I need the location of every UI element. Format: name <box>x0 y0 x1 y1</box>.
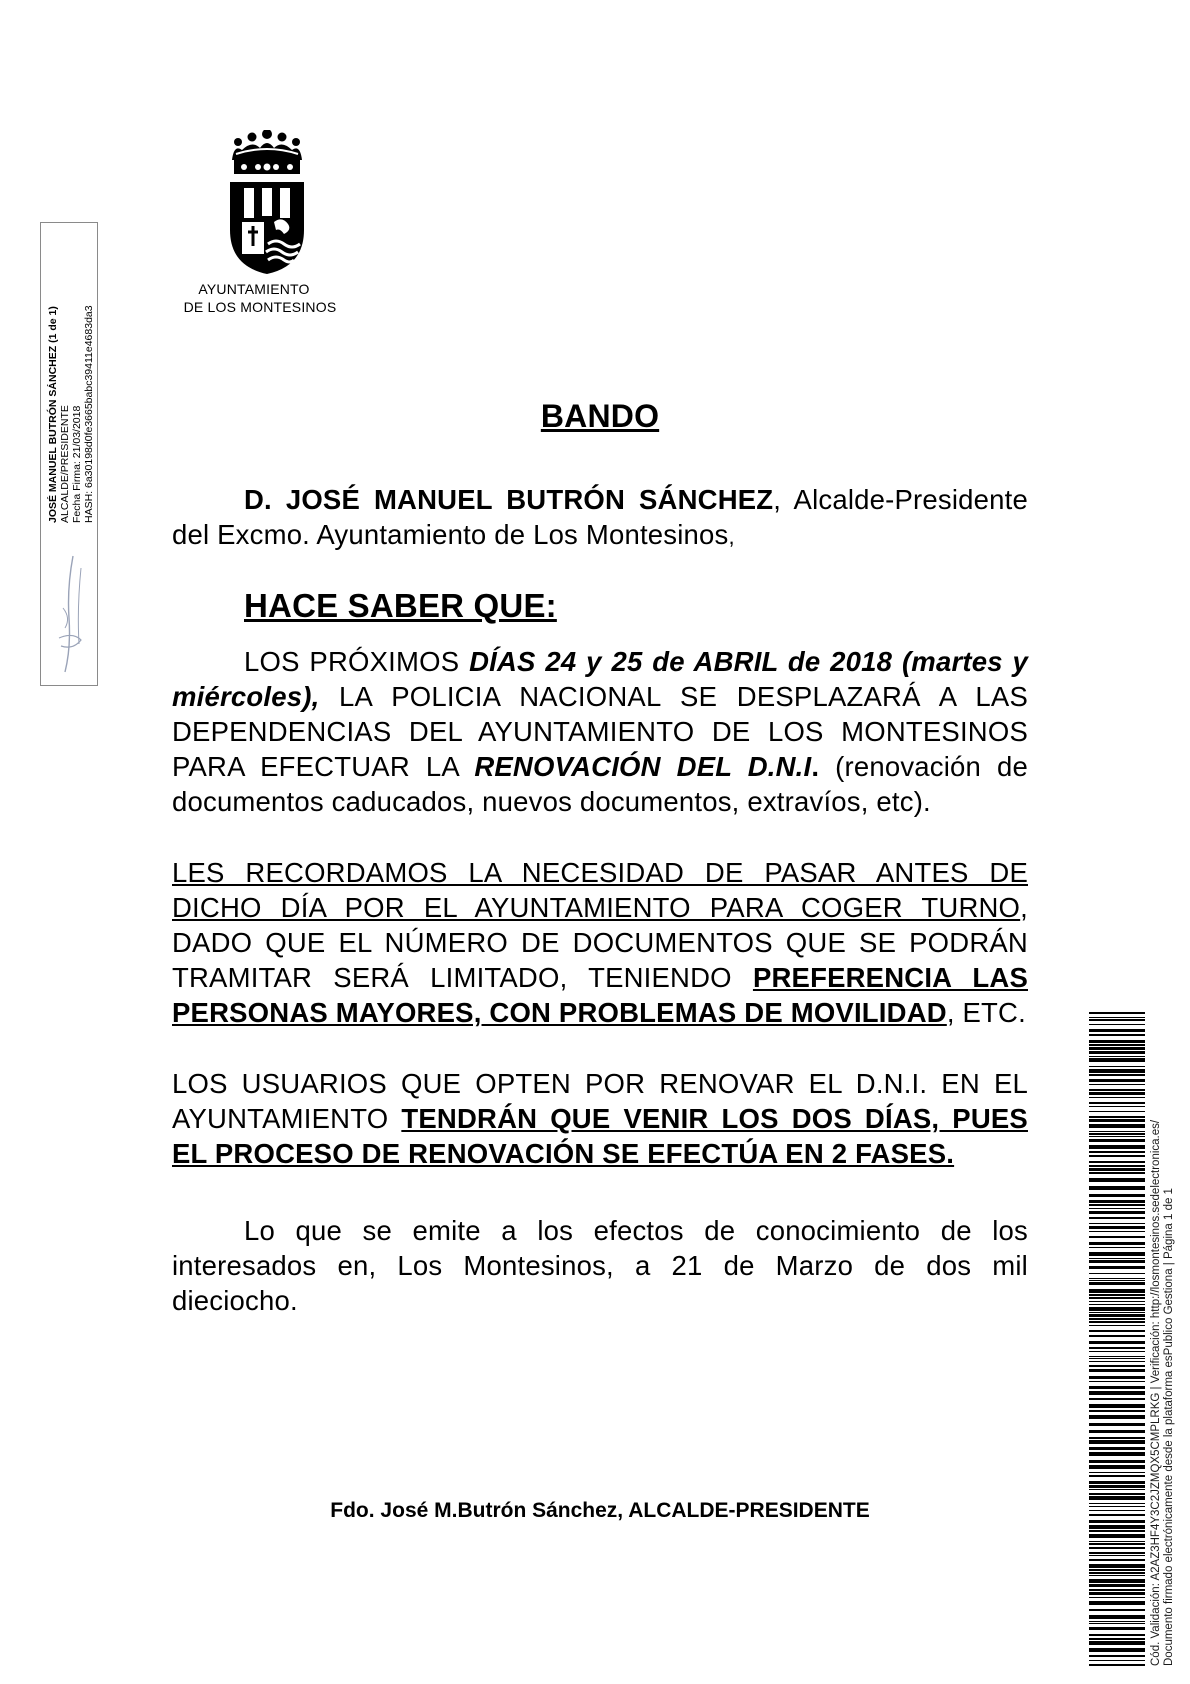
organization-name-line2: DE LOS MONTESINOS <box>183 299 337 315</box>
p1-renewal: RENOVACIÓN DEL D.N.I <box>474 751 812 782</box>
p3-two-days: TENDRÁN QUE VENIR LOS DOS DÍAS, PUES EL PROCESO DE RENOVACIÓN SE EFECTÚA EN 2 FASES. <box>172 1103 1028 1169</box>
handwritten-signature-icon <box>51 548 91 678</box>
platform-notice: Documento firmado electrónicamente desde la plataforma esPublico Gestiona | Página 1 de 1 <box>1163 1188 1175 1666</box>
p1-text-a: LOS PRÓXIMOS <box>244 646 470 677</box>
p2-text-b: , DADO QUE EL NÚMERO DE DOCUMENTOS QUE SE PODRÁN TRAMITAR SERÁ LIMITADO, TENIENDO <box>172 892 1028 993</box>
p2-reminder: LES RECORDAMOS LA NECESIDAD DE PASAR ANTES DE DICHO DÍA POR EL AYUNTAMIENTO PARA COGER TURNO <box>172 857 1028 923</box>
announcement-heading: HACE SABER QUE: <box>244 587 557 624</box>
organization-name <box>170 280 350 316</box>
coat-of-arms-icon <box>222 130 312 278</box>
signature-line: Fdo. José M.Butrón Sánchez, ALCALDE-PRESIDENTE <box>330 1499 870 1522</box>
p1-dates: DÍAS 24 y 25 de ABRIL de 2018 (martes y miércoles), <box>172 646 1028 712</box>
intro-comma: , <box>773 484 782 515</box>
signature-details <box>47 305 95 523</box>
organization-name-line1: AYUNTAMIENTO <box>198 281 310 297</box>
paragraph-reminder <box>172 855 1028 1030</box>
signer-name: JOSÉ MANUEL BUTRÓN SÁNCHEZ (1 de 1) <box>47 306 59 523</box>
validation-code: Cód. Validación: A2AZ3HF4Y3C2JZMQX5CMPLRKG | Verificación: http://losmontesinos.sedelectronica.es/ <box>1150 1119 1162 1666</box>
paragraph-dates <box>172 644 1028 819</box>
p2-preference: PREFERENCIA LAS PERSONAS MAYORES, CON PROBLEMAS DE MOVILIDAD <box>172 962 1028 1028</box>
barcode-icon <box>1089 1012 1145 1666</box>
document-body <box>172 396 1028 1318</box>
electronic-signature-box <box>40 222 98 686</box>
paragraph-closing: Lo que se emite a los efectos de conocimiento de los interesados en, Los Montesinos, a 21 de Marzo de dos mil dieciocho. <box>172 1215 1028 1316</box>
signer-role: ALCALDE/PRESIDENTE <box>59 405 71 523</box>
p3-text-a: LOS USUARIOS QUE OPTEN POR RENOVAR EL D.N.I. EN EL AYUNTAMIENTO <box>172 1068 1028 1134</box>
p1-period: . <box>811 751 820 782</box>
signature-date: Fecha Firma: 21/03/2018 <box>71 405 83 523</box>
p1-text-f: (renovación de documentos caducados, nuevos documentos, extravíos, etc). <box>172 751 1028 817</box>
paragraph-users <box>172 1066 1028 1171</box>
document-title: BANDO <box>540 398 660 434</box>
intro-paragraph <box>172 482 1028 554</box>
mayor-name: D. JOSÉ MANUEL BUTRÓN SÁNCHEZ <box>244 484 774 515</box>
p1-text-c: LA POLICIA NACIONAL SE DESPLAZARÁ A LAS DEPENDENCIAS DEL AYUNTAMIENTO DE LOS MONTESINOS PARA EFECTUAR LA <box>172 681 1028 782</box>
intro-text: Alcalde-Presidente del Excmo. Ayuntamiento de Los Montesinos <box>172 484 1028 550</box>
verification-text <box>1150 1120 1176 1666</box>
intro-end: , <box>728 524 735 549</box>
signature-hash: HASH: 6a30198d0fe3665babc39411e4683da3 <box>83 305 95 523</box>
p2-text-d: , ETC. <box>946 997 1026 1028</box>
